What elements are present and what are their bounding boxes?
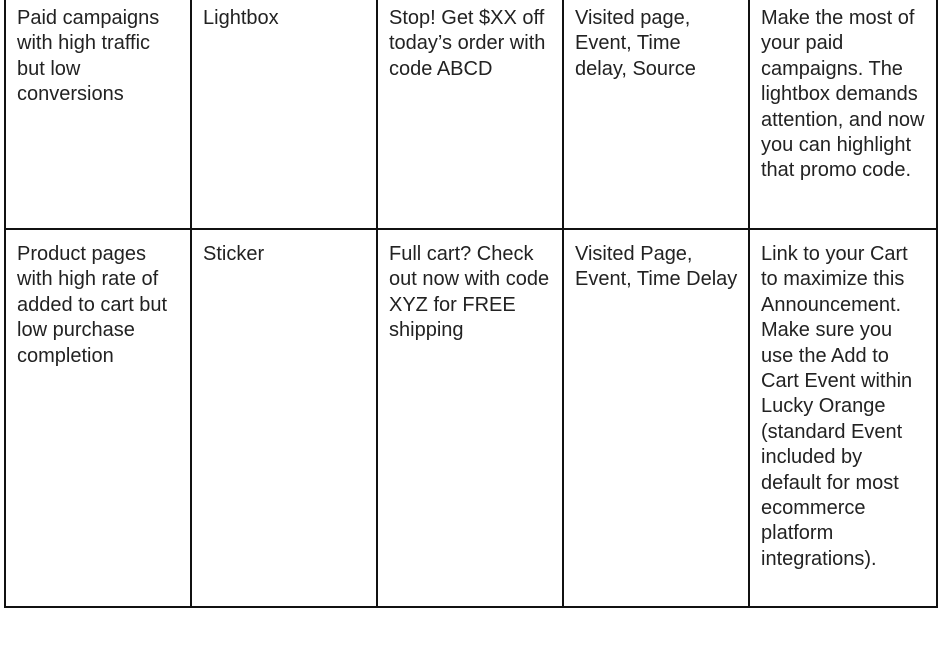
table-cell-use-case: Paid campaigns with high traffic but low conversions [5, 0, 191, 229]
table-cell-targeting: Visited page, Event, Time delay, Source [563, 0, 749, 229]
table-cell-announcement-type: Sticker [191, 229, 377, 607]
table-cell-notes: Link to your Cart to maximize this Announcement. Make sure you use the Add to Cart Event within Lucky Orange (standard Event included by default for most ecommerce platform integrations). [749, 229, 937, 607]
table-cell-announcement-type: Lightbox [191, 0, 377, 229]
announcement-strategy-table [4, 0, 938, 608]
table-cell-use-case: Product pages with high rate of added to cart but low purchase completion [5, 229, 191, 607]
table-cell-notes: Make the most of your paid campaigns. The lightbox demands attention, and now you can highlight that promo code. [749, 0, 937, 229]
table-cell-message: Full cart? Check out now with code XYZ for FREE shipping [377, 229, 563, 607]
table-row [5, 229, 937, 607]
table-cell-message: Stop! Get $XX off today’s order with code ABCD [377, 0, 563, 229]
table-row [5, 0, 937, 229]
table-cell-targeting: Visited Page, Event, Time Delay [563, 229, 749, 607]
